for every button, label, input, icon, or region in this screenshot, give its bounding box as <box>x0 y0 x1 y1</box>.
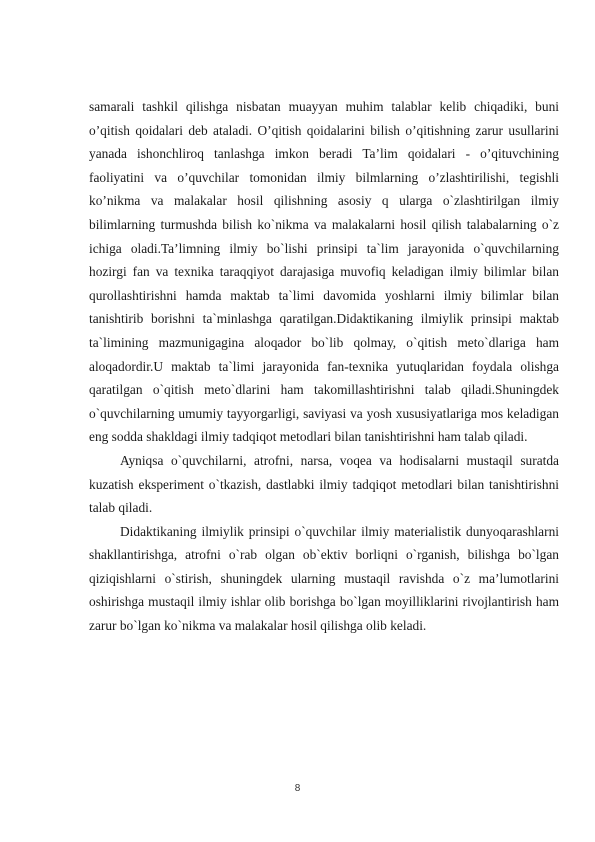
paragraph-2: Ayniqsa o`quvchilarni, atrofni, narsa, voqea va hodisalarni mustaqil suratda kuzatish eksperiment o`tkazish, dastlabki ilmiy tadqiqot metodlari bilan tanishtirishni talab qiladi. <box>89 452 559 516</box>
page-number: 8 <box>294 783 301 794</box>
paragraph-1: samarali tashkil qilishga nisbatan muayyan muhim talablar kelib chiqadiki, buni o’qitish qoidalari deb ataladi. O’qitish qoidalarini bilish o’qitishning zarur usullarini yanada ishonchliroq tanlashga imkon beradi Ta’lim qoidalari - o’qituvchining faoliyatini va o’quvchilar tomonidan ilmiy bilmlarning o’zlashtirilishi, tegishli ko’nikma va malakalar hosil qilishning asosiy q ularga o`zlashtirilgan ilmiy bilimlarning turmushda bilish ko`nikma va malakalarni hosil qilish talabalarning o`z ichiga oladi.Ta’limning ilmiy bo`lishi prinsipi ta`lim jarayonida o`quvchilarning hozirgi fan va texnika taraqqiyot darajasiga muvofiq keladigan ilmiy bilimlar bilan qurollashtirishni hamda maktab ta`limi davomida yoshlarni ilmiy bilimlar bilan tanishtirib borishni ta`minlashga qaratilgan.Didaktikaning ilmiylik prinsipi maktab ta`limining mazmunigagina aloqador bo`lib qolmay, o`qitish meto`dlariga ham aloqadordir.U maktab ta`limi jarayonida fan-texnika yutuqlaridan foydala olishga qaratilgan o`qitish meto`dlarini ham takomillashtirishni talab qiladi.Shuningdek o`quvchilarning umumiy tayyorgarligi, saviyasi va yosh xususiyatlariga mos keladigan eng sodda shakldagi ilmiy tadqiqot metodlari bilan tanishtirishni ham talab qiladi. <box>89 99 559 445</box>
body-text <box>89 95 559 638</box>
paragraph-3: Didaktikaning ilmiylik prinsipi o`quvchilar ilmiy materialistik dunyoqarashlarni shakllantirishga, atrofni o`rab olgan ob`ektiv borliqni o`rganish, bilishga bo`lgan qiziqishlarni o`stirish, shuningdek ularning mustaqil ravishda o`z ma’lumotlarini oshirishga mustaqil ilmiy ishlar olib borishga bo`lgan moyilliklarini rivojlantirish ham zarur bo`lgan ko`nikma va malakalar hosil qilishga olib keladi. <box>89 523 559 634</box>
